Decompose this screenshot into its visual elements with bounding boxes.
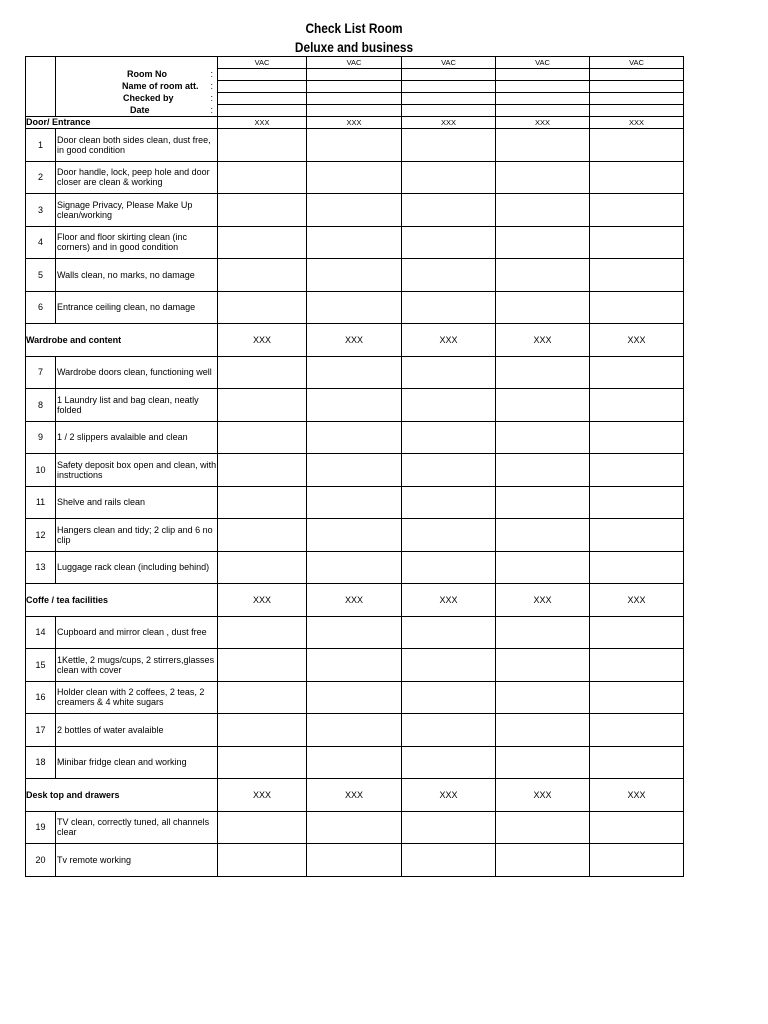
item-number: 10 xyxy=(26,454,56,487)
check-cell[interactable] xyxy=(496,194,590,227)
item-number: 15 xyxy=(26,649,56,682)
checklist-item-row xyxy=(26,551,684,584)
check-cell[interactable] xyxy=(496,519,590,552)
item-description: 1 Laundry list and bag clean, neatly folded xyxy=(56,389,218,422)
item-description: TV clean, correctly tuned, all channels clear xyxy=(56,811,218,844)
check-cell[interactable] xyxy=(402,616,496,649)
check-cell[interactable] xyxy=(590,844,684,877)
header-field-row xyxy=(26,81,684,93)
header-field-input[interactable] xyxy=(590,93,684,105)
item-number: 3 xyxy=(26,194,56,227)
check-cell[interactable] xyxy=(218,746,307,779)
section-marker: XXX xyxy=(496,117,590,129)
item-description: Signage Privacy, Please Make Up clean/working xyxy=(56,194,218,227)
header-field-row xyxy=(26,69,684,81)
check-cell[interactable] xyxy=(307,389,402,422)
section-marker: XXX xyxy=(496,779,590,812)
item-number: 12 xyxy=(26,519,56,552)
check-cell[interactable] xyxy=(590,714,684,747)
check-cell[interactable] xyxy=(590,194,684,227)
section-marker: XXX xyxy=(496,324,590,357)
check-cell[interactable] xyxy=(307,486,402,519)
section-marker: XXX xyxy=(590,584,684,617)
section-marker: XXX xyxy=(218,324,307,357)
checklist-item-row xyxy=(26,259,684,292)
checklist-item-row xyxy=(26,844,684,877)
checklist-item-row xyxy=(26,714,684,747)
section-title: Desk top and drawers xyxy=(26,779,218,812)
section-marker: XXX xyxy=(307,117,402,129)
check-cell[interactable] xyxy=(307,551,402,584)
column-header: VAC xyxy=(218,57,307,69)
check-cell[interactable] xyxy=(590,226,684,259)
section-marker: XXX xyxy=(218,779,307,812)
section-marker: XXX xyxy=(307,584,402,617)
check-cell[interactable] xyxy=(496,259,590,292)
checklist-item-row xyxy=(26,454,684,487)
header-field-input[interactable] xyxy=(307,69,402,81)
check-cell[interactable] xyxy=(307,259,402,292)
header-field-input[interactable] xyxy=(402,93,496,105)
header-field-input[interactable] xyxy=(218,105,307,117)
item-number: 11 xyxy=(26,486,56,519)
item-description: Luggage rack clean (including behind) xyxy=(56,551,218,584)
checklist-item-row xyxy=(26,129,684,162)
item-description: Entrance ceiling clean, no damage xyxy=(56,291,218,324)
check-cell[interactable] xyxy=(218,356,307,389)
check-cell[interactable] xyxy=(496,616,590,649)
check-cell[interactable] xyxy=(402,161,496,194)
item-description: Door handle, lock, peep hole and door closer are clean & working xyxy=(56,161,218,194)
section-marker: XXX xyxy=(496,584,590,617)
check-cell[interactable] xyxy=(496,844,590,877)
item-number: 14 xyxy=(26,616,56,649)
check-cell[interactable] xyxy=(402,681,496,714)
checklist-item-row xyxy=(26,291,684,324)
item-number: 5 xyxy=(26,259,56,292)
check-cell[interactable] xyxy=(496,226,590,259)
check-cell[interactable] xyxy=(218,259,307,292)
check-cell[interactable] xyxy=(307,746,402,779)
check-cell[interactable] xyxy=(218,291,307,324)
section-marker: XXX xyxy=(402,584,496,617)
checklist-item-row xyxy=(26,681,684,714)
check-cell[interactable] xyxy=(307,616,402,649)
item-number: 20 xyxy=(26,844,56,877)
item-description: Tv remote working xyxy=(56,844,218,877)
item-description: Cupboard and mirror clean , dust free xyxy=(56,616,218,649)
section-title: Wardrobe and content xyxy=(26,324,218,357)
section-marker: XXX xyxy=(590,117,684,129)
check-cell[interactable] xyxy=(218,519,307,552)
item-description: 1 / 2 slippers avalaible and clean xyxy=(56,421,218,454)
header-field-label: Checked by : xyxy=(56,93,218,105)
item-number: 13 xyxy=(26,551,56,584)
check-cell[interactable] xyxy=(402,454,496,487)
header-field-input[interactable] xyxy=(496,69,590,81)
check-cell[interactable] xyxy=(590,811,684,844)
item-description: Wardrobe doors clean, functioning well xyxy=(56,356,218,389)
check-cell[interactable] xyxy=(307,714,402,747)
checklist-item-row xyxy=(26,616,684,649)
check-cell[interactable] xyxy=(590,649,684,682)
check-cell[interactable] xyxy=(218,649,307,682)
item-number: 18 xyxy=(26,746,56,779)
check-cell[interactable] xyxy=(590,454,684,487)
check-cell[interactable] xyxy=(496,291,590,324)
check-cell[interactable] xyxy=(307,226,402,259)
section-marker: XXX xyxy=(307,324,402,357)
check-cell[interactable] xyxy=(496,811,590,844)
check-cell[interactable] xyxy=(307,649,402,682)
check-cell[interactable] xyxy=(307,454,402,487)
checklist-item-row xyxy=(26,194,684,227)
check-cell[interactable] xyxy=(307,681,402,714)
section-row xyxy=(26,584,684,617)
check-cell[interactable] xyxy=(590,389,684,422)
check-cell[interactable] xyxy=(496,551,590,584)
header-field-input[interactable] xyxy=(590,105,684,117)
check-cell[interactable] xyxy=(496,649,590,682)
section-marker: XXX xyxy=(218,117,307,129)
check-cell[interactable] xyxy=(590,616,684,649)
header-field-input[interactable] xyxy=(590,81,684,93)
checklist-table xyxy=(25,56,684,877)
check-cell[interactable] xyxy=(307,129,402,162)
check-cell[interactable] xyxy=(218,226,307,259)
checklist-item-row xyxy=(26,746,684,779)
column-header: VAC xyxy=(402,57,496,69)
check-cell[interactable] xyxy=(218,389,307,422)
checklist-item-row xyxy=(26,161,684,194)
item-number: 17 xyxy=(26,714,56,747)
section-marker: XXX xyxy=(590,324,684,357)
check-cell[interactable] xyxy=(496,129,590,162)
check-cell[interactable] xyxy=(402,129,496,162)
section-marker: XXX xyxy=(590,779,684,812)
check-cell[interactable] xyxy=(402,746,496,779)
section-marker: XXX xyxy=(402,117,496,129)
checklist-item-row xyxy=(26,811,684,844)
check-cell[interactable] xyxy=(590,421,684,454)
check-cell[interactable] xyxy=(218,194,307,227)
check-cell[interactable] xyxy=(307,161,402,194)
check-cell[interactable] xyxy=(402,356,496,389)
item-number: 16 xyxy=(26,681,56,714)
check-cell[interactable] xyxy=(218,161,307,194)
checklist-item-row xyxy=(26,486,684,519)
check-cell[interactable] xyxy=(307,844,402,877)
check-cell[interactable] xyxy=(402,421,496,454)
check-cell[interactable] xyxy=(402,486,496,519)
header-field-input[interactable] xyxy=(307,105,402,117)
item-description: Minibar fridge clean and working xyxy=(56,746,218,779)
section-marker: XXX xyxy=(402,779,496,812)
check-cell[interactable] xyxy=(590,356,684,389)
section-row xyxy=(26,779,684,812)
header-field-input[interactable] xyxy=(402,81,496,93)
check-cell[interactable] xyxy=(496,486,590,519)
check-cell[interactable] xyxy=(218,129,307,162)
check-cell[interactable] xyxy=(402,519,496,552)
check-cell[interactable] xyxy=(402,291,496,324)
section-row xyxy=(26,117,684,129)
check-cell[interactable] xyxy=(590,681,684,714)
header-field-input[interactable] xyxy=(307,93,402,105)
check-cell[interactable] xyxy=(218,454,307,487)
check-cell[interactable] xyxy=(218,811,307,844)
checklist-item-row xyxy=(26,519,684,552)
item-number: 1 xyxy=(26,129,56,162)
section-marker: XXX xyxy=(218,584,307,617)
header-field-input[interactable] xyxy=(218,93,307,105)
item-description: Shelve and rails clean xyxy=(56,486,218,519)
item-description: Holder clean with 2 coffees, 2 teas, 2 creamers & 4 white sugars xyxy=(56,681,218,714)
item-number: 19 xyxy=(26,811,56,844)
check-cell[interactable] xyxy=(496,161,590,194)
section-title: Door/ Entrance xyxy=(26,117,218,129)
header-field-label: Name of room att. : xyxy=(56,81,218,93)
check-cell[interactable] xyxy=(496,746,590,779)
check-cell[interactable] xyxy=(402,844,496,877)
check-cell[interactable] xyxy=(307,194,402,227)
checklist-item-row xyxy=(26,389,684,422)
section-row xyxy=(26,324,684,357)
page-title: Check List Room xyxy=(305,21,403,36)
check-cell[interactable] xyxy=(402,649,496,682)
check-cell[interactable] xyxy=(590,486,684,519)
item-number: 9 xyxy=(26,421,56,454)
header-field-input[interactable] xyxy=(496,81,590,93)
check-cell[interactable] xyxy=(496,389,590,422)
check-cell[interactable] xyxy=(496,356,590,389)
check-cell[interactable] xyxy=(402,551,496,584)
check-cell[interactable] xyxy=(218,551,307,584)
column-header: VAC xyxy=(496,57,590,69)
check-cell[interactable] xyxy=(402,259,496,292)
check-cell[interactable] xyxy=(402,714,496,747)
check-cell[interactable] xyxy=(218,421,307,454)
check-cell[interactable] xyxy=(402,389,496,422)
item-number: 8 xyxy=(26,389,56,422)
check-cell[interactable] xyxy=(402,194,496,227)
header-field-input[interactable] xyxy=(590,69,684,81)
check-cell[interactable] xyxy=(590,161,684,194)
header-field-input[interactable] xyxy=(402,69,496,81)
check-cell[interactable] xyxy=(590,746,684,779)
checklist-item-row xyxy=(26,356,684,389)
check-cell[interactable] xyxy=(496,454,590,487)
checklist-item-row xyxy=(26,421,684,454)
header-field-label: Room No : xyxy=(56,69,218,81)
section-marker: XXX xyxy=(402,324,496,357)
item-description: Door clean both sides clean, dust free, in good condition xyxy=(56,129,218,162)
header-field-input[interactable] xyxy=(218,69,307,81)
item-number: 2 xyxy=(26,161,56,194)
check-cell[interactable] xyxy=(590,551,684,584)
item-description: 1Kettle, 2 mugs/cups, 2 stirrers,glasses clean with cover xyxy=(56,649,218,682)
header-field-input[interactable] xyxy=(218,81,307,93)
check-cell[interactable] xyxy=(402,811,496,844)
header-field-input[interactable] xyxy=(402,105,496,117)
check-cell[interactable] xyxy=(307,519,402,552)
check-cell[interactable] xyxy=(307,291,402,324)
section-marker: XXX xyxy=(307,779,402,812)
check-cell[interactable] xyxy=(218,714,307,747)
check-cell[interactable] xyxy=(590,259,684,292)
item-number: 6 xyxy=(26,291,56,324)
check-cell[interactable] xyxy=(590,129,684,162)
item-number: 7 xyxy=(26,356,56,389)
check-cell[interactable] xyxy=(307,421,402,454)
check-cell[interactable] xyxy=(218,616,307,649)
checklist-item-row xyxy=(26,649,684,682)
check-cell[interactable] xyxy=(402,226,496,259)
check-cell[interactable] xyxy=(496,421,590,454)
item-description: 2 bottles of water avalaible xyxy=(56,714,218,747)
check-cell[interactable] xyxy=(590,519,684,552)
item-number: 4 xyxy=(26,226,56,259)
item-description: Walls clean, no marks, no damage xyxy=(56,259,218,292)
header-field-row xyxy=(26,105,684,117)
check-cell[interactable] xyxy=(218,486,307,519)
item-description: Floor and floor skirting clean (inc corners) and in good condition xyxy=(56,226,218,259)
check-cell[interactable] xyxy=(218,844,307,877)
check-cell[interactable] xyxy=(218,681,307,714)
item-description: Hangers clean and tidy; 2 clip and 6 no clip xyxy=(56,519,218,552)
column-header: VAC xyxy=(307,57,402,69)
column-header: VAC xyxy=(590,57,684,69)
check-cell[interactable] xyxy=(307,356,402,389)
section-title: Coffe / tea facilities xyxy=(26,584,218,617)
header-field-label: Date : xyxy=(56,105,218,117)
column-header-row xyxy=(26,57,684,69)
checklist-item-row xyxy=(26,226,684,259)
item-description: Safety deposit box open and clean, with instructions xyxy=(56,454,218,487)
check-cell[interactable] xyxy=(307,811,402,844)
check-cell[interactable] xyxy=(496,681,590,714)
check-cell[interactable] xyxy=(590,291,684,324)
page-subtitle: Deluxe and business xyxy=(294,40,414,55)
header-field-input[interactable] xyxy=(307,81,402,93)
header-field-input[interactable] xyxy=(496,105,590,117)
header-field-row xyxy=(26,93,684,105)
header-field-input[interactable] xyxy=(496,93,590,105)
check-cell[interactable] xyxy=(496,714,590,747)
